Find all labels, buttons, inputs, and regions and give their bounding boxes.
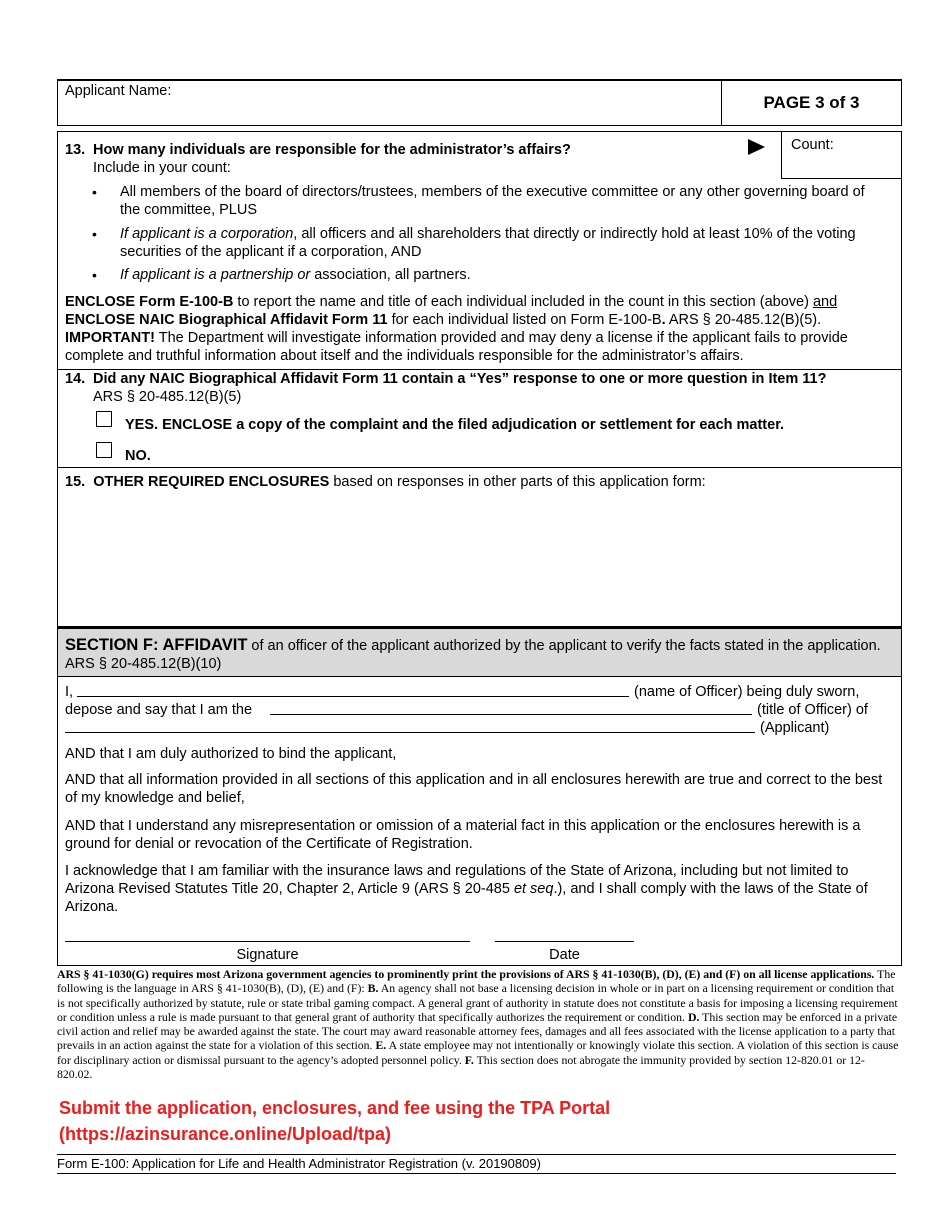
signature-label: Signature bbox=[236, 947, 299, 963]
q14-question: Did any NAIC Biographical Affidavit Form 11 contain a “Yes” response to one or more question in Item 11? bbox=[93, 371, 827, 387]
bullet-dot: • bbox=[92, 226, 97, 242]
date-label: Date bbox=[549, 947, 580, 963]
bullet-dot: • bbox=[92, 184, 97, 200]
q13-include: Include in your count: bbox=[93, 160, 231, 176]
count-field[interactable] bbox=[781, 131, 902, 179]
officer-title-caption: (title of Officer) of bbox=[757, 702, 868, 718]
yes-label: YES. ENCLOSE a copy of the complaint and the filed adjudication or settlement for each matter. bbox=[125, 417, 785, 433]
section-f-title: SECTION F: AFFIDAVIT of an officer of the applicant authorized by the applicant to verify the facts stated in the application. ARS § 20-485.12(B)(10) bbox=[65, 636, 881, 672]
q14-ars: ARS § 20-485.12(B)(5) bbox=[93, 389, 242, 405]
page-number: PAGE 3 of 3 bbox=[763, 93, 860, 112]
section-f-header bbox=[57, 626, 902, 676]
arrow-right-icon bbox=[747, 138, 767, 156]
applicant-line[interactable] bbox=[65, 732, 755, 733]
yes-checkbox[interactable] bbox=[96, 411, 112, 427]
affidavit-p1: AND that I am duly authorized to bind the applicant, bbox=[65, 746, 397, 762]
signature-line[interactable] bbox=[65, 941, 470, 942]
q13-enclose-paragraph: ENCLOSE Form E-100-B to report the name and title of each individual included in the count in this section (above) and ENCLOSE NAIC Biographical Affidavit Form 11 for each individual listed on Form E-100-B. ARS § 20-485.12(B)(5). IMPORTANT! The Department will investigate information provided and may deny a license if the applicant fails to provide complete and truthful information about itself and the individuals responsible for the administrator’s affairs. bbox=[65, 294, 848, 364]
other-enclosures-field[interactable] bbox=[58, 492, 901, 622]
page-number-box bbox=[721, 79, 902, 126]
applicant-caption: (Applicant) bbox=[760, 720, 830, 736]
footer-rule-bottom bbox=[57, 1173, 896, 1174]
bullet-dot: • bbox=[92, 267, 97, 283]
form-footer: Form E-100: Application for Life and Health Administrator Registration (v. 20190809) bbox=[57, 1156, 541, 1171]
q13-bullet-3: If applicant is a partnership or association, all partners. bbox=[120, 267, 471, 283]
q13-number: 13. bbox=[65, 142, 86, 158]
date-line[interactable] bbox=[495, 941, 634, 942]
tpa-portal-link[interactable]: (https://azinsurance.online/Upload/tpa) bbox=[59, 1124, 392, 1144]
applicant-name-label: Applicant Name: bbox=[65, 83, 172, 99]
affidavit-p3: AND that I understand any misrepresentation or omission of a material fact in this application or the enclosures herewith is a ground for denial or revocation of the Certificate of Registration. bbox=[65, 818, 861, 852]
no-checkbox[interactable] bbox=[96, 442, 112, 458]
q13-question: How many individuals are responsible for the administrator’s affairs? bbox=[93, 142, 571, 158]
affidavit-i-label: I, bbox=[65, 684, 74, 700]
officer-name-caption: (name of Officer) being duly sworn, bbox=[634, 684, 860, 700]
q14-number: 14. bbox=[65, 371, 86, 387]
divider bbox=[57, 467, 902, 468]
q13-bullet-1: All members of the board of directors/trustees, members of the executive committee or any other governing board of the committee, PLUS bbox=[120, 184, 865, 218]
officer-name-line[interactable] bbox=[77, 696, 629, 697]
q13-bullet-2: If applicant is a corporation, all officers and all shareholders that directly or indirectly hold at least 10% of the voting securities of the applicant if a corporation, AND bbox=[120, 226, 856, 260]
count-label: Count: bbox=[791, 137, 834, 153]
no-label: NO. bbox=[125, 448, 151, 464]
depose-label: depose and say that I am the bbox=[65, 702, 253, 718]
affidavit-p2: AND that all information provided in all sections of this application and in all enclosures herewith are true and correct to the best of my knowledge and belief, bbox=[65, 772, 883, 806]
officer-title-line[interactable] bbox=[270, 714, 752, 715]
legal-notice: ARS § 41-1030(G) requires most Arizona government agencies to prominently print the provisions of ARS § 41-1030(B), (D), (E) and (F) on all license applications. The following is the language in ARS § 41-1030(B), (D), (E) and (F): B. An agency shall not base a licensing decision in whole or in part on a licensing requirement or condition that is not specifically authorized by statute, rule or state tribal gaming compact. A general grant of authority in statute does not constitute a basis for imposing a licensing requirement or condition unless a rule is made pursuant to that general grant of authority that specifically authorizes the requirement or condition. D. This section may be enforced in a private civil action and relief may be awarded against the state. The court may award reasonable attorney fees, damages and all fees associated with the license application to a party that prevails in an action against the state for a violation of this section. E. A state employee may not intentionally or knowingly violate this section. A violation of this section is cause for disciplinary action or dismissal pursuant to the agency’s adopted personnel policy. F. This section does not abrogate the immunity provided by section 12-820.01 or 12-820.02. bbox=[57, 967, 899, 1082]
applicant-name-box[interactable] bbox=[57, 79, 722, 126]
submit-instruction: Submit the application, enclosures, and fee using the TPA Portal bbox=[59, 1098, 611, 1118]
q15-heading: 15. OTHER REQUIRED ENCLOSURES based on responses in other parts of this application form: bbox=[65, 474, 706, 490]
footer-rule-top bbox=[57, 1154, 896, 1155]
affidavit-p4: I acknowledge that I am familiar with the insurance laws and regulations of the State of Arizona, including but not limited to Arizona Revised Statutes Title 20, Chapter 2, Article 9 (ARS § 20-485 et seq.), and I shall comply with the laws of the State of Arizona. bbox=[65, 863, 868, 915]
